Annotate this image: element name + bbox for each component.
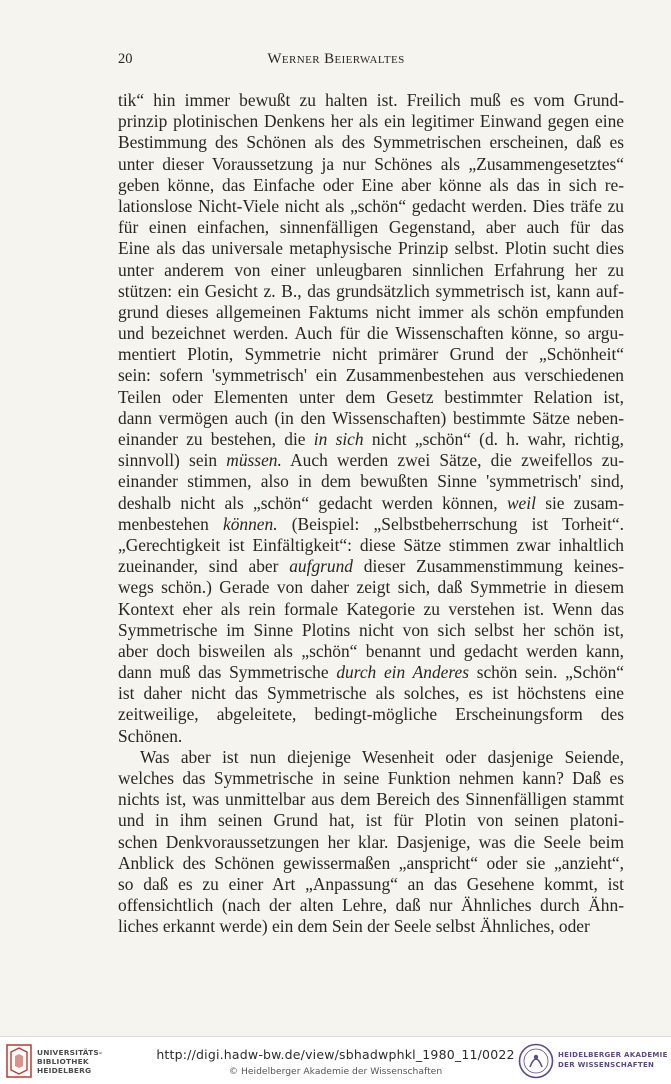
- text-line: zueinander, sind aber aufgrund dieser Zusammenstimmung keines-: [118, 556, 624, 577]
- text-line: offensichtlich (nach der alten Lehre, daß nur Ähnliches durch Ähn-: [118, 895, 624, 916]
- text-line: wegs schön.) Gerade von daher zeigt sich, daß Symmetrie in diesem: [118, 577, 624, 598]
- text-line: Symmetrische im Sinne Plotins nicht von sich selbst her schön ist,: [118, 619, 624, 640]
- copyright-notice: © Heidelberger Akademie der Wissenschaften: [228, 1066, 443, 1077]
- text-line: schen Denkvoraussetzungen her klar. Dasjenige, was die Seele beim: [118, 831, 624, 852]
- library-name-line: UNIVERSITÄTS-: [37, 1048, 103, 1057]
- emphasis-text: können.: [222, 513, 278, 534]
- academy-name-line: DER WISSENSCHAFTEN: [558, 1060, 655, 1069]
- page-number: 20: [118, 51, 133, 67]
- text-line: welches das Symmetrische in seine Funktion nehmen kann? Daß es: [118, 768, 624, 788]
- text-line: Teilen oder Elementen unter dem Gesetz bestimmter Relation ist,: [118, 386, 624, 407]
- text-line: unter dieser Voraussetzung ja nur Schönes als „Zusammengesetztes“: [118, 153, 624, 174]
- text-line: grund dieses allgemeinen Faktums nicht immer als schön empfunden: [118, 301, 624, 322]
- text-line: deshalb nicht als „schön“ gedacht werden können, weil sie zusam-: [118, 492, 625, 513]
- emphasis-text: aufgrund: [289, 556, 354, 577]
- emphasis-text: müssen.: [226, 450, 282, 471]
- text-line: Anblick des Schönen gewissermaßen „anspricht“ oder sie „anzieht“,: [118, 852, 624, 873]
- text-line: liches erkannt werde) ein dem Sein der Seele selbst Ähnliches, oder: [118, 916, 590, 937]
- text-line: prinzip plotinischen Denkens her als ein legitimer Einwand gegen eine: [118, 111, 624, 132]
- text-line: Was aber ist nun diejenige Wesenheit oder dasjenige Seiende,: [140, 746, 624, 767]
- library-name-line: BIBLIOTHEK: [37, 1057, 89, 1066]
- text-line: nichts ist, was unmittelbar aus dem Bereich des Sinnenfälligen stammt: [118, 789, 624, 810]
- text-line: aber doch bisweilen als „schön“ benannt und gedacht werden kann,: [118, 640, 624, 661]
- library-name-line: HEIDELBERG: [37, 1066, 92, 1075]
- academy-name: [558, 1051, 668, 1070]
- text-line: geben könne, das Einfache oder Eine aber könne als das in sich re-: [118, 174, 624, 195]
- text-line: tik“ hin immer bewußt zu halten ist. Freilich muß es vom Grund-: [118, 90, 624, 110]
- text-line: zeitweilige, abgeleitete, bedingt-mögliche Erscheinungsform des: [118, 704, 624, 725]
- text-line: lationslose Nicht-Viele nicht als „schön“ gedacht werden. Dies träfe zu: [118, 195, 624, 216]
- emphasis-text: in sich: [313, 429, 364, 449]
- text-line: mentiert Plotin, Symmetrie nicht primärer Grund der „Schönheit“: [118, 344, 624, 365]
- text-line: menbestehen können. (Beispiel: „Selbstbeherrschung ist Torheit“.: [118, 513, 625, 534]
- text-line: ist daher nicht das Symmetrische als solches, es ist höchstens eine: [118, 683, 624, 704]
- running-head: [118, 49, 554, 69]
- text-line: Eine als das universale metaphysische Prinzip selbst. Plotin sucht dies: [118, 238, 624, 259]
- text-line: Schönen.: [118, 725, 183, 746]
- body-text: [118, 90, 624, 938]
- text-line: für einen einfachen, sinnenfälligen Gegenstand, aber auch für das: [118, 217, 624, 238]
- permalink-url[interactable]: http://digi.hadw-bw.de/view/sbhadwphkl_1980_11/0022: [156, 1047, 515, 1062]
- text-line: unter anderem von einer unleugbaren sinnlichen Erfahrung her zu: [118, 259, 624, 280]
- text-line: Kontext eher als rein formale Kategorie zu verstehen ist. Wenn das: [118, 598, 624, 619]
- academy-seal-icon[interactable]: [518, 1043, 554, 1079]
- text-line: stützen: ein Gesicht z. B., das grundsätzlich symmetrisch ist, kann auf-: [118, 280, 624, 301]
- emphasis-text: weil: [506, 492, 536, 513]
- academy-name-line: HEIDELBERGER AKADEMIE: [558, 1051, 668, 1059]
- text-line: dann muß das Symmetrische durch ein Anderes schön sein. „Schön“: [118, 662, 624, 683]
- text-line: sinnvoll) sein müssen. Auch werden zwei Sätze, die zweifellos zu-: [118, 450, 624, 471]
- text-line: „Gerechtigkeit ist Einfältigkeit“: diese Sätze stimmen zwar inhaltlich: [118, 534, 624, 555]
- viewer-footer: [0, 1036, 671, 1084]
- text-line: und in ihm seinen Grund hat, ist für Plotin von seinen platoni-: [118, 810, 624, 831]
- text-line: so daß es zu einer Art „Anpassung“ an das Gesehene kommt, ist: [118, 873, 624, 894]
- emphasis-text: durch ein Anderes: [336, 662, 469, 683]
- text-line: und bezeichnet werden. Auch für die Wissenschaften könne, so argu-: [118, 323, 624, 344]
- text-line: sein: sofern 'symmetrisch' ein Zusammenbestehen aus verschiedenen: [118, 365, 624, 386]
- author-running-head: Werner Beierwaltes: [267, 51, 405, 67]
- text-line: einander stimmen, also in dem bewußten Sinne 'symmetrisch' sind,: [118, 471, 624, 492]
- text-line: einander zu bestehen, die in sich nicht „schön“ (d. h. wahr, richtig,: [118, 429, 625, 449]
- text-line: Bestimmung des Schönen als des Symmetrischen erscheinen, daß es: [118, 132, 624, 153]
- text-line: dann vermögen auch (in den Wissenschaften) bestimmte Sätze neben-: [118, 407, 624, 428]
